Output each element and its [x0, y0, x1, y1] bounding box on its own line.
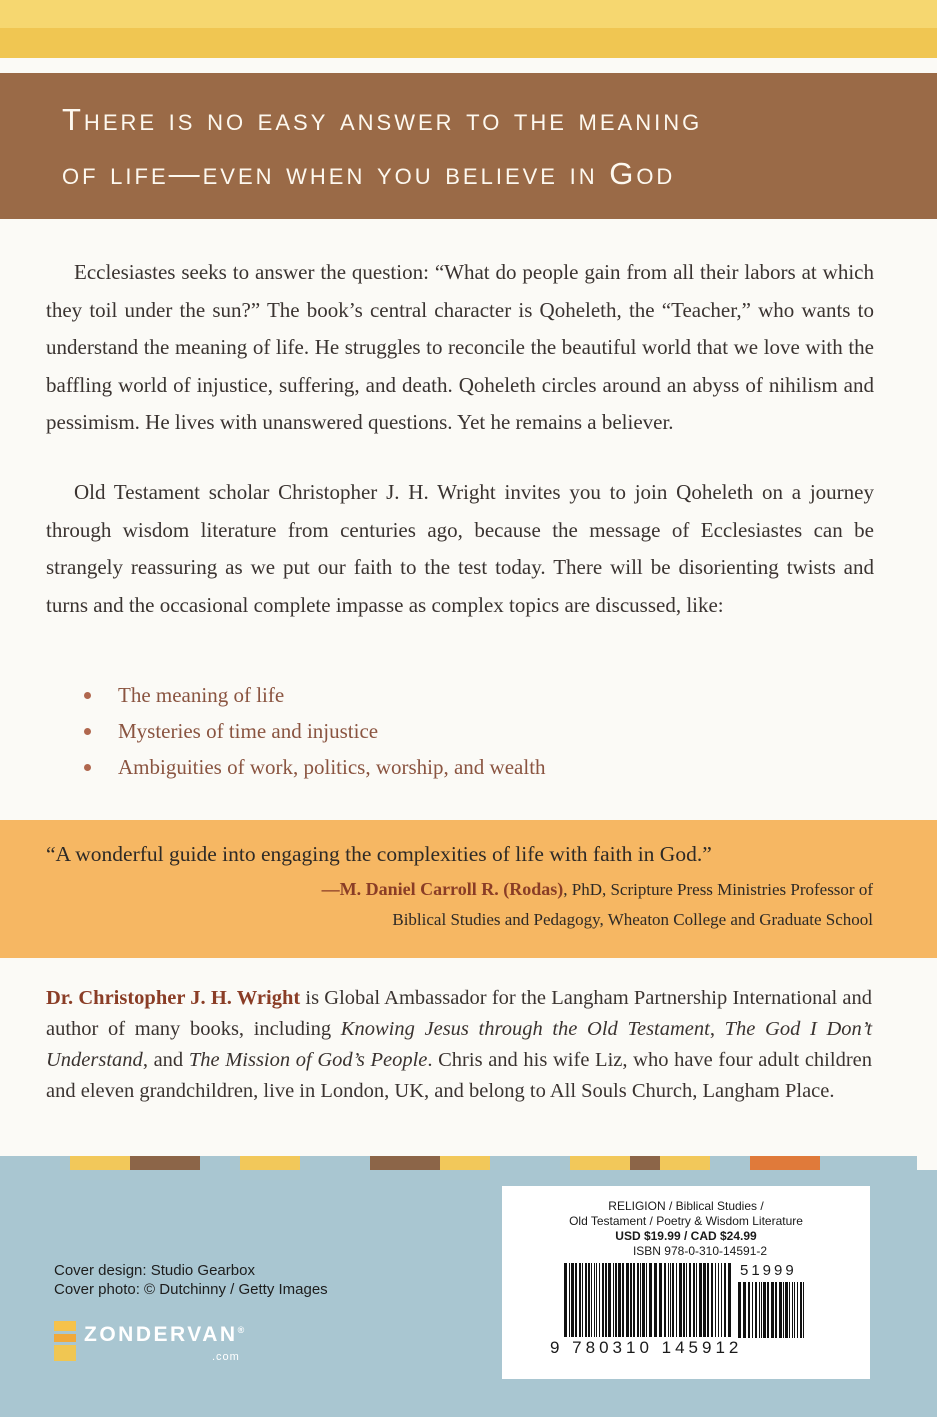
barcode-addon-digits: 51999 [740, 1262, 797, 1279]
barcode-bar [670, 1263, 671, 1337]
barcode-bar [599, 1263, 600, 1337]
barcode-bar [659, 1263, 662, 1337]
cover-design-credit: Cover design: Studio Gearbox [54, 1262, 255, 1279]
barcode-bar [575, 1263, 577, 1337]
barcode-bar [672, 1263, 674, 1337]
barcode-bar [630, 1263, 632, 1337]
barcode-label [502, 1186, 870, 1379]
barcode-bar [591, 1263, 592, 1337]
stripe-segment [630, 1156, 660, 1170]
stripe-segment [70, 1156, 130, 1170]
author-bio [46, 983, 872, 1107]
publisher-name-text: ZONDERVAN [84, 1323, 238, 1346]
barcode-bar [622, 1263, 624, 1337]
barcode-bar [775, 1282, 777, 1338]
barcode-bar [615, 1263, 617, 1337]
price: USD $19.99 / CAD $24.99 [615, 1229, 757, 1243]
barcode-bar [792, 1282, 793, 1338]
bio-sep-2: , and [142, 1049, 189, 1071]
stripe-segment [490, 1156, 570, 1170]
attribution-line-1 [322, 874, 873, 905]
barcode-bar [564, 1263, 567, 1337]
stripe-segment [440, 1156, 490, 1170]
barcode-bar [579, 1263, 581, 1337]
topic-item [80, 713, 546, 749]
book-title-3: The Mission of God’s People [188, 1049, 428, 1071]
barcode-bar [755, 1282, 757, 1338]
barcode-bar [683, 1263, 685, 1337]
cover-photo-credit: Cover photo: © Dutchinny / Getty Images [54, 1281, 328, 1298]
barcode-bar [794, 1282, 795, 1338]
barcode-bar [588, 1263, 590, 1337]
barcode-bar [646, 1263, 647, 1337]
publisher-name [84, 1323, 244, 1347]
stripe-segment [750, 1156, 820, 1170]
registered-mark: ® [237, 1325, 245, 1335]
topic-label: Ambiguities of work, politics, worship, and wealth [118, 755, 546, 779]
barcode-bar [711, 1263, 713, 1337]
tagline-band [0, 73, 937, 219]
stripe-segment [570, 1156, 630, 1170]
barcode-bar [715, 1263, 716, 1337]
barcode-bar [783, 1282, 784, 1338]
barcode-bar [761, 1282, 762, 1338]
author-name: Dr. Christopher J. H. Wright [46, 987, 301, 1009]
barcode-bar [668, 1263, 669, 1337]
barcode-bar [797, 1282, 798, 1338]
top-stripe-inner [0, 28, 937, 58]
barcode-bar [640, 1263, 641, 1337]
barcode-bar [748, 1282, 750, 1338]
addon-barcode [738, 1282, 804, 1338]
barcode-bar [637, 1263, 639, 1337]
stripe-segment [200, 1156, 240, 1170]
barcode-bar [724, 1263, 726, 1337]
endorser-name: —M. Daniel Carroll R. (Rodas) [321, 879, 564, 899]
barcode-bar [594, 1263, 595, 1337]
barcode-bar [608, 1263, 611, 1337]
barcode-bar [654, 1263, 657, 1337]
bullet-dot-icon [84, 692, 91, 699]
barcode-bar [664, 1263, 666, 1337]
barcode-bar [633, 1263, 635, 1337]
barcode-bar [571, 1263, 574, 1337]
description-paragraph-1: Ecclesiastes seeks to answer the question: “What do people gain from all their labors at which they toil under the sun?” The book’s central character is Qoheleth, the “Teacher,” who wants to understand the meaning of life. He struggles to reconcile the beautiful world that we love with the baffling world of injustice, suffering, and death. Qoheleth circles around an abyss of nihilism and pessimism. He lives with unanswered questions. Yet he remains a believer. [46, 260, 874, 434]
bisac-category-1: RELIGION / Biblical Studies / [608, 1199, 764, 1213]
barcode-bar [613, 1263, 614, 1337]
bio-text-b: . Chris and his wife Liz, who have four adult children and eleven grandchildren, live in London, UK, and belong to All Souls Church, Langham Place. [46, 1049, 872, 1102]
barcode-bar [721, 1263, 722, 1337]
endorsement-band [0, 820, 937, 958]
barcode-digits: 9 780310 145912 [550, 1338, 743, 1357]
barcode-bar [679, 1263, 682, 1337]
barcode-bar [602, 1263, 604, 1337]
bullet-dot-icon [84, 728, 91, 735]
endorser-credential-2: Biblical Studies and Pedagogy, Wheaton College and Graduate School [392, 910, 873, 929]
barcode-bar [763, 1282, 766, 1338]
bio-text-a: is Global Ambassador for the Langham Partnership International and author of many books, including [46, 987, 872, 1040]
barcode-bar [767, 1282, 769, 1338]
barcode-bar [728, 1263, 731, 1337]
barcode-bar [626, 1263, 629, 1337]
barcode-bar [738, 1282, 741, 1338]
barcode-bar [718, 1263, 719, 1337]
tagline-line-1: There is no easy answer to the meaning [62, 102, 703, 137]
isbn: ISBN 978-0-310-14591-2 [632, 1244, 768, 1258]
barcode-bar [800, 1282, 802, 1338]
description-paragraph-2: Old Testament scholar Christopher J. H. Wright invites you to join Qoheleth on a journey through wisdom literature from centuries ago, because the message of Ecclesiastes can be strangely reassuring as we put our faith to the test today. There will be disorienting twists and turns and the occasional complete impasse as complex topics are discussed, like: [46, 480, 874, 617]
endorser-credential-1: , PhD, Scripture Press Ministries Professor of [563, 880, 873, 899]
book-title-1: Knowing Jesus through the Old Testament [340, 1018, 710, 1040]
barcode-bar [789, 1282, 790, 1338]
zondervan-mark-icon [54, 1321, 76, 1361]
book-title-2: The God I Don’t Understand [46, 1018, 873, 1071]
barcode-bar [759, 1282, 760, 1338]
ean-barcode [564, 1263, 732, 1337]
endorsement-quote: “A wonderful guide into engaging the complexities of life with faith in God.” [46, 842, 712, 866]
barcode-bar [596, 1263, 597, 1337]
stripe-segment [710, 1156, 750, 1170]
bio-sep-1: , [709, 1018, 725, 1040]
stripe-segment [300, 1156, 370, 1170]
barcode-bar [699, 1263, 702, 1337]
topics-list [80, 677, 546, 785]
topic-item [80, 749, 546, 785]
barcode-bar [676, 1263, 677, 1337]
barcode-bar [707, 1263, 709, 1337]
barcode-bar [785, 1282, 788, 1338]
endorsement-attribution [322, 874, 873, 935]
barcode-bar [686, 1263, 687, 1337]
barcode-bar [803, 1282, 804, 1338]
tagline-line-2: of life—even when you believe in God [62, 156, 676, 191]
barcode-bar [771, 1282, 774, 1338]
topic-label: The meaning of life [118, 683, 285, 707]
barcode-bar [696, 1263, 697, 1337]
cover-credits [54, 1261, 328, 1299]
stripe-segment [240, 1156, 300, 1170]
publisher-logo [54, 1317, 334, 1367]
barcode-bar [569, 1263, 570, 1337]
barcode-bar [703, 1263, 706, 1337]
topic-label: Mysteries of time and injustice [118, 719, 379, 743]
barcode-bar [618, 1263, 621, 1337]
barcode-bar [642, 1263, 645, 1337]
stripe-segment [820, 1156, 917, 1170]
segmented-color-stripe [0, 1156, 937, 1170]
stripe-segment [130, 1156, 200, 1170]
barcode-bar [689, 1263, 691, 1337]
top-yellow-stripe [0, 0, 937, 58]
stripe-segment [370, 1156, 440, 1170]
topic-item [80, 677, 546, 713]
barcode-bar [582, 1263, 583, 1337]
barcode-bar [743, 1282, 746, 1338]
stripe-segment [0, 1156, 70, 1170]
barcode-bar [585, 1263, 587, 1337]
stripe-segment [660, 1156, 710, 1170]
barcode-bar [649, 1263, 652, 1337]
barcode-bar [605, 1263, 607, 1337]
bisac-category-2: Old Testament / Poetry & Wisdom Literature [569, 1214, 803, 1228]
bullet-dot-icon [84, 764, 91, 771]
barcode-bar [779, 1282, 782, 1338]
barcode-bar [752, 1282, 753, 1338]
publisher-domain: .com [212, 1351, 240, 1363]
barcode-bar [693, 1263, 695, 1337]
